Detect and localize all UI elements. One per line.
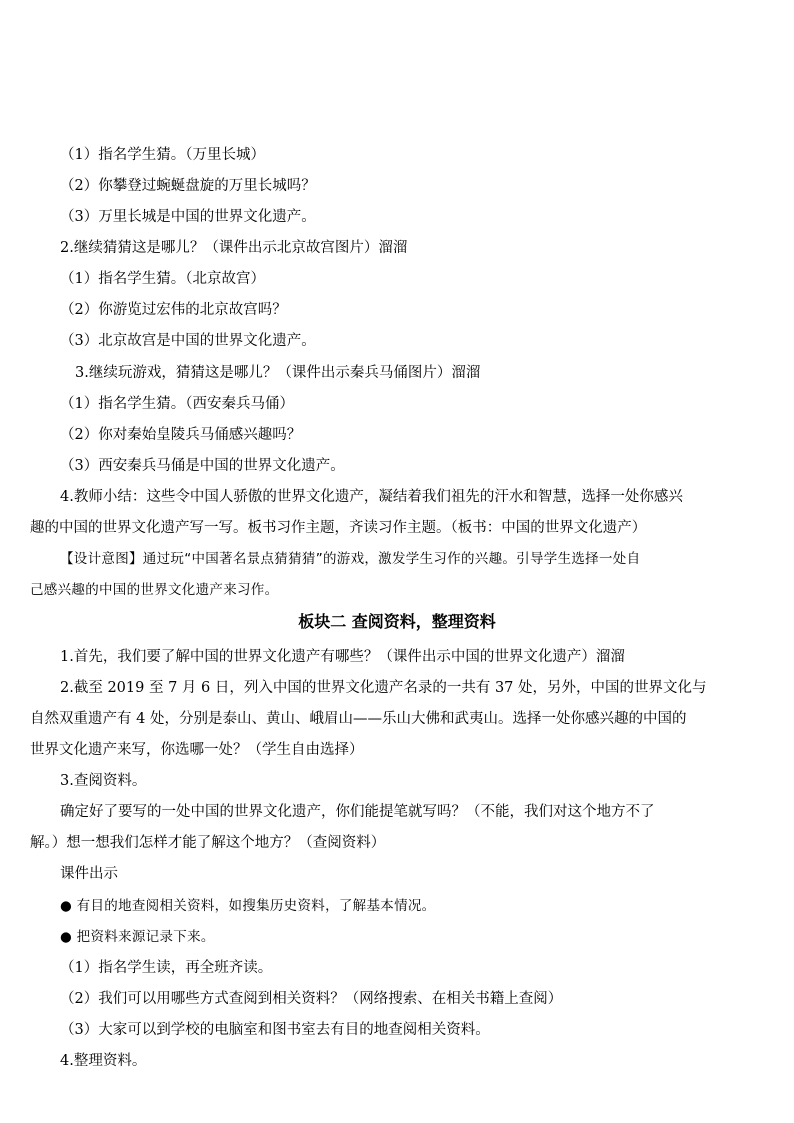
s2-paragraph-line-2: 解。）想一想我们怎样才能了解这个地方？（查阅资料） <box>30 835 386 851</box>
step-2: 2.继续猜猜这是哪儿？（课件出示北京故宫图片）溜溜 <box>60 240 408 256</box>
step-4-line-1: 4.教师小结：这些令中国人骄傲的世界文化遗产，凝结着我们祖先的汗水和智慧，选择一处你感兴 <box>60 489 683 505</box>
s2-step-1: 1.首先，我们要了解中国的世界文化遗产有哪些？（课件出示中国的世界文化遗产）溜溜 <box>60 649 625 665</box>
step-1-1: （1）指名学生猜。（万里长城） <box>60 147 265 163</box>
bullet-item-1: ● 有目的地查阅相关资料，如搜集历史资料，了解基本情况。 <box>60 898 436 914</box>
design-intent-line-2: 己感兴趣的中国的世界文化遗产来习作。 <box>30 582 279 598</box>
step-2-2: （2）你游览过宏伟的北京故宫吗？ <box>60 302 287 318</box>
s2-step-2-line-2: 自然双重遗产有 4 处，分别是泰山、黄山、峨眉山——乐山大佛和武夷山。选择一处你感兴趣的中国的 <box>30 711 687 727</box>
design-intent-line-1: 【设计意图】通过玩“中国著名景点猜猜猜”的游戏，激发学生习作的兴趣。引导学生选择一处自 <box>60 551 641 567</box>
s2-step-2-line-1: 2.截至 2019 至 7 月 6 日，列入中国的世界文化遗产名录的一共有 37 处，另外，中国的世界文化与 <box>60 680 707 696</box>
step-2-3: （3）北京故宫是中国的世界文化遗产。 <box>60 333 316 349</box>
step-3-3: （3）西安秦兵马俑是中国的世界文化遗产。 <box>60 458 345 474</box>
section-heading: 板块二 查阅资料，整理资料 <box>298 612 496 631</box>
s2-step-3-3: （3）大家可以到学校的电脑室和图书室去有目的地查阅相关资料。 <box>60 1022 490 1038</box>
step-3: 3.继续玩游戏，猜猜这是哪儿？（课件出示秦兵马俑图片）溜溜 <box>75 365 481 381</box>
bullet-item-2: ● 把资料来源记录下来。 <box>60 929 215 945</box>
courseware-label: 课件出示 <box>60 866 118 882</box>
step-1-3: （3）万里长城是中国的世界文化遗产。 <box>60 209 316 225</box>
s2-step-3-2: （2）我们可以用哪些方式查阅到相关资料？（网络搜索、在相关书籍上查阅） <box>60 991 563 1007</box>
step-3-1: （1）指名学生猜。（西安秦兵马俑） <box>60 396 294 412</box>
step-4-line-2: 趣的中国的世界文化遗产写一写。板书习作主题，齐读习作主题。（板书：中国的世界文化遗产） <box>30 520 647 536</box>
s2-step-3: 3.查阅资料。 <box>60 773 147 789</box>
s2-step-4: 4.整理资料。 <box>60 1053 147 1069</box>
s2-step-3-1: （1）指名学生读，再全班齐读。 <box>60 960 273 976</box>
s2-step-2-line-3: 世界文化遗产来写，你选哪一处？（学生自由选择） <box>30 742 364 758</box>
step-1-2: （2）你攀登过蜿蜒盘旋的万里长城吗？ <box>60 178 316 194</box>
step-2-1: （1）指名学生猜。（北京故宫） <box>60 271 265 287</box>
step-3-2: （2）你对秦始皇陵兵马俑感兴趣吗？ <box>60 427 302 443</box>
s2-paragraph-line-1: 确定好了要写的一处中国的世界文化遗产，你们能提笔就写吗？（不能，我们对这个地方不了 <box>60 804 655 820</box>
